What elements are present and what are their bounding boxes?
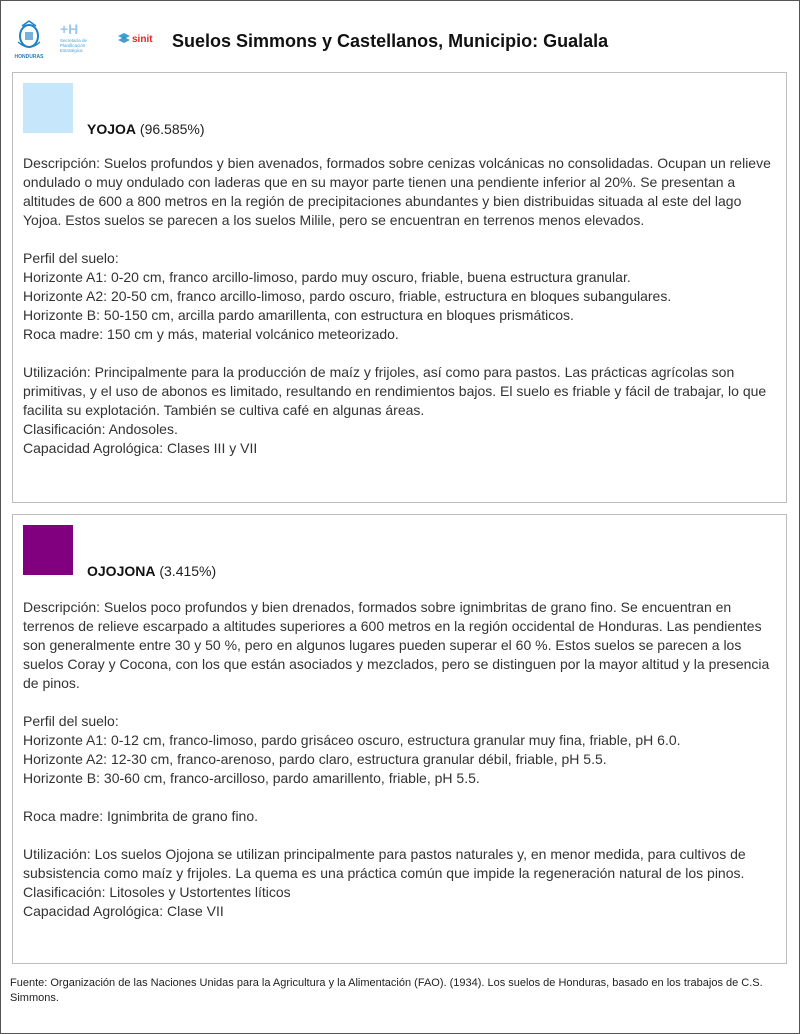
profile-title: Perfil del suelo:	[23, 250, 119, 266]
soil-usage: Utilización: Los suelos Ojojona se utilizan principalmente para pastos naturales y, en menor medida, para cultivos de subsistencia como maíz y frijoles. La quema es una práctica común que impide la regeneración natural de los pinos.	[23, 846, 746, 881]
svg-text:+H: +H	[60, 21, 79, 37]
page-title: Suelos Simmons y Castellanos, Municipio: Gualala	[172, 31, 609, 51]
soil-description: Descripción: Suelos profundos y bien avenados, formados sobre cenizas volcánicas no consolidadas. Ocupan un relieve ondulado o muy ondulado con laderas que en su mayor parte tienen una pendiente inferior al 20%. Se presentan a altitudes de 600 a 800 metros en la región de precipitaciones abundantes y bien distribuidas situada al este del lago Yojoa. Estos suelos se parecen a los suelos Milile, pero se encuentran en terrenos menos elevados.	[23, 155, 771, 228]
parent-rock: Roca madre: Ignimbrita de grano fino.	[23, 808, 259, 824]
soil-card-yojoa	[12, 72, 787, 503]
profile-line: Horizonte A1: 0-20 cm, franco arcillo-limoso, pardo muy oscuro, friable, buena estructura granular.	[23, 269, 631, 285]
soil-capacity: Capacidad Agrológica: Clases III y VII	[23, 440, 258, 456]
svg-text:Secretaría de: Secretaría de	[60, 38, 88, 43]
soil-details	[23, 598, 779, 921]
soil-color-swatch	[23, 83, 73, 133]
svg-text:Estratégica: Estratégica	[60, 48, 83, 53]
svg-text:sinit: sinit	[132, 34, 153, 45]
soil-color-swatch	[23, 525, 73, 575]
soil-percent: (96.585%)	[139, 121, 205, 137]
soil-percent: (3.415%)	[159, 563, 217, 579]
soil-classification: Clasificación: Litosoles y Ustortentes líticos	[23, 884, 291, 900]
profile-line: Horizonte A2: 12-30 cm, franco-arenoso, pardo claro, estructura granular débil, friable, pH 5.5.	[23, 751, 607, 767]
profile-line: Horizonte A1: 0-12 cm, franco-limoso, pardo grisáceo oscuro, estructura granular muy fina, friable, pH 6.0.	[23, 732, 681, 748]
profile-title: Perfil del suelo:	[23, 713, 119, 729]
soil-classification: Clasificación: Andosoles.	[23, 421, 178, 437]
soil-usage: Utilización: Principalmente para la producción de maíz y frijoles, así como para pastos. Las prácticas agrícolas son primitivas, y el uso de abonos es limitado, resultando en rendimientos bajos. El suelo es friable y fácil de trabajar, lo que facilita su explotación. También se cultiva café en algunas áreas.	[23, 364, 767, 418]
honduras-seal-icon	[12, 20, 46, 60]
soil-card-ojojona	[12, 514, 787, 964]
soil-name-label	[87, 121, 205, 137]
soil-name: OJOJONA	[87, 563, 156, 579]
page-header	[0, 0, 798, 70]
soil-details	[23, 154, 779, 458]
soil-description: Descripción: Suelos poco profundos y bien drenados, formados sobre ignimbritas de grano fino. Se encuentran en terrenos de relieve escarpado a altitudes superiores a 600 metros en la región occidental de Honduras. Las pendientes son generalmente entre 30 y 50 %, pero en algunos lugares pueden superar el 60 %. Estos suelos se parecen a los suelos Coray y Cocona, con los que están asociados y mezclados, pero se distinguen por la mayor altitud y la presencia de pinos.	[23, 599, 770, 691]
profile-line: Horizonte B: 30-60 cm, franco-arcilloso, pardo amarillento, friable, pH 5.5.	[23, 770, 480, 786]
profile-line: Horizonte A2: 20-50 cm, franco arcillo-limoso, pardo oscuro, friable, estructura en bloques subangulares.	[23, 288, 672, 304]
soil-name-label	[87, 563, 216, 579]
sep-logo-icon	[58, 20, 108, 60]
profile-line: Horizonte B: 50-150 cm, arcilla pardo amarillenta, con estructura en bloques prismáticos.	[23, 307, 574, 323]
sinit-logo-icon	[116, 30, 160, 50]
soil-capacity: Capacidad Agrológica: Clase VII	[23, 903, 224, 919]
soil-name: YOJOA	[87, 121, 137, 137]
profile-line: Roca madre: 150 cm y más, material volcánico meteorizado.	[23, 326, 399, 342]
svg-text:Planificación: Planificación	[60, 43, 86, 48]
svg-text:HONDURAS: HONDURAS	[14, 54, 44, 60]
source-footer: Fuente: Organización de las Naciones Unidas para la Agricultura y la Alimentación (FAO). (1934). Los suelos de Honduras, basado en los trabajos de C.S. Simmons.	[10, 977, 763, 1004]
